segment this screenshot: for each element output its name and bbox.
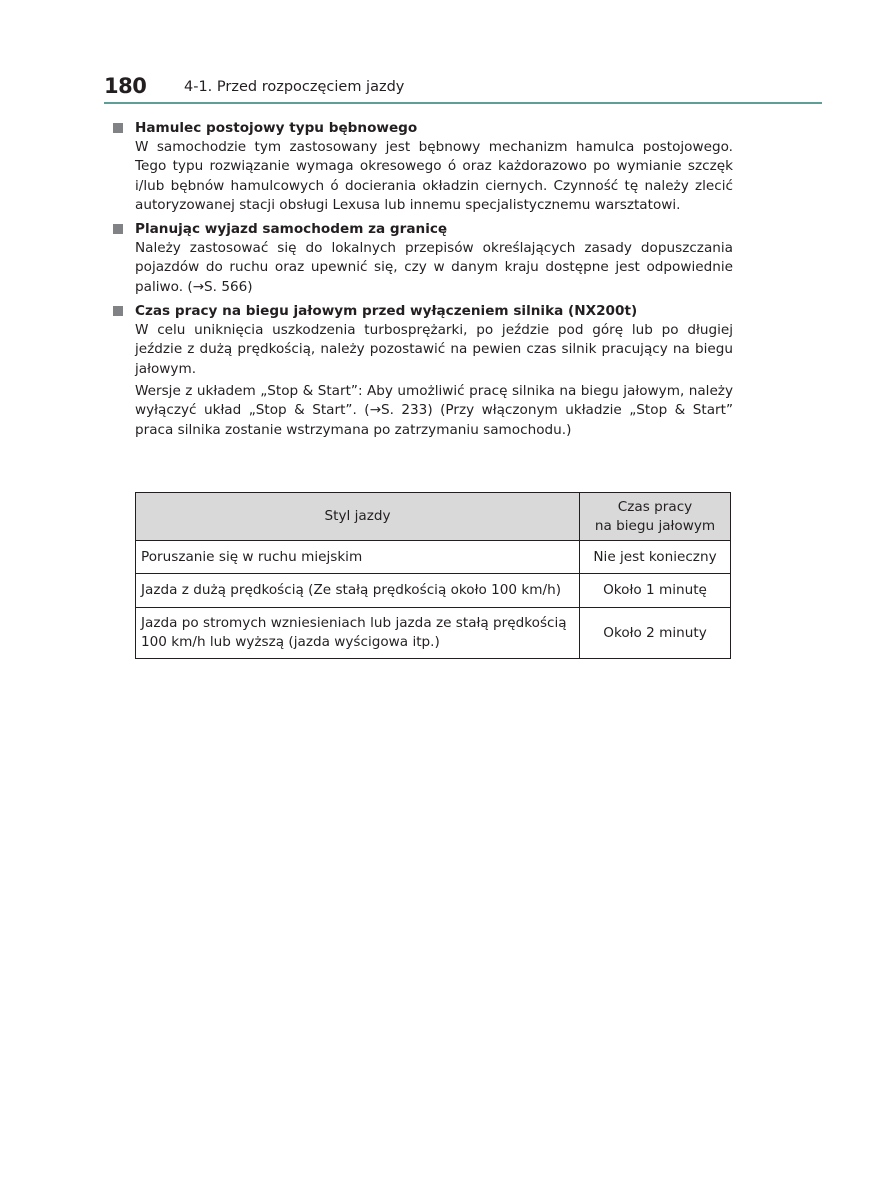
page-header xyxy=(104,74,822,104)
column-header-driving-style: Styl jazdy xyxy=(136,493,580,541)
section-heading-text: Hamulec postojowy typu bębnowego xyxy=(135,120,418,136)
idle-time-cell: Około 2 minuty xyxy=(580,608,731,659)
column-header-idle-time: Czas pracy na biegu jałowym xyxy=(580,493,731,541)
section-heading xyxy=(113,219,733,239)
section-heading xyxy=(113,118,733,138)
section-drum-parking-brake xyxy=(113,118,733,215)
driving-style-cell: Poruszanie się w ruchu miejskim xyxy=(136,541,580,574)
idle-time-cell: Nie jest konieczny xyxy=(580,541,731,574)
section-paragraph: W samochodzie tym zastosowany jest bębnowy mechanizm hamulca postojowego. Tego typu rozwiązanie wymaga okresowego ó oraz każdorazowo po wymianie szczęk i/lub bębnów hamulcowych ó docierania okładzin ciernych. Czynność tę należy zlecić autoryzowanej stacji obsługi Lexusa lub innemu specjalistycznemu warsztatowi. xyxy=(135,139,733,213)
table-row xyxy=(136,608,731,659)
idle-time-table xyxy=(135,492,731,659)
idle-time-cell: Około 1 minutę xyxy=(580,574,731,608)
square-bullet-icon xyxy=(113,123,123,133)
square-bullet-icon xyxy=(113,224,123,234)
page-body xyxy=(113,118,733,440)
square-bullet-icon xyxy=(113,306,123,316)
section-travel-abroad xyxy=(113,219,733,297)
driving-style-cell: Jazda po stromych wzniesieniach lub jazda ze stałą prędkością 100 km/h lub wyższą (jazda wyścigowa itp.) xyxy=(136,608,580,659)
section-heading xyxy=(113,301,733,321)
table-header-row xyxy=(136,493,731,541)
chapter-title: 4-1. Przed rozpoczęciem jazdy xyxy=(184,79,405,95)
driving-style-cell: Jazda z dużą prędkością (Ze stałą prędkością około 100 km/h) xyxy=(136,574,580,608)
section-idle-time xyxy=(113,301,733,440)
table-row xyxy=(136,541,731,574)
section-paragraph: Należy zastosować się do lokalnych przepisów określających zasady dopuszczania pojazdów do ruchu oraz upewnić się, czy w danym kraju dostępne jest odpowiednie paliwo. (→S. 566) xyxy=(135,240,733,295)
section-paragraph: W celu uniknięcia uszkodzenia turbosprężarki, po jeździe pod górę lub po długiej jeździe z dużą prędkością, należy pozostawić na pewien czas silnik pracujący na biegu jałowym. xyxy=(135,322,733,377)
page-number: 180 xyxy=(104,74,147,98)
header-rule xyxy=(104,102,822,104)
section-heading-text: Czas pracy na biegu jałowym przed wyłączeniem silnika (NX200t) xyxy=(135,303,638,320)
section-paragraph: Wersje z układem „Stop & Start”: Aby umożliwić pracę silnika na biegu jałowym, należy wyłączyć układ „Stop & Start”. (→S. 233) (Przy włączonym układzie „Stop & Start” praca silnika zostanie wstrzymana po zatrzymaniu samochodu.) xyxy=(135,382,733,438)
section-heading-text: Planując wyjazd samochodem za granicę xyxy=(135,221,448,238)
table-row xyxy=(136,574,731,608)
